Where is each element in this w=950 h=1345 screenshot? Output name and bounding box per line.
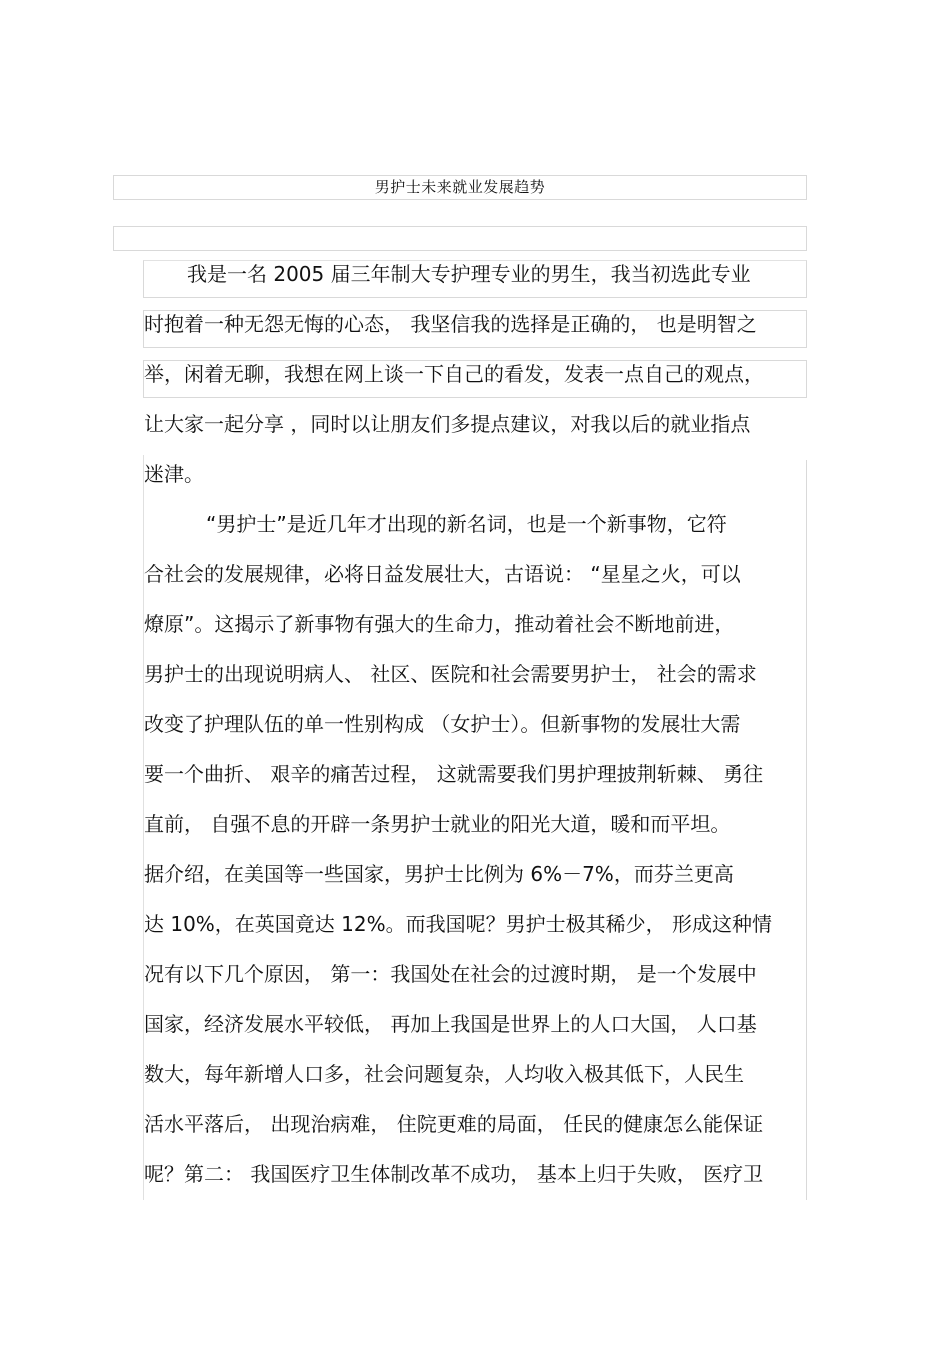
text-line: 要一个曲折、 艰辛的痛苦过程， 这就需要我们男护理披荆斩棘、 勇往 — [144, 762, 764, 786]
text-line: “男护士”是近几年才出现的新名词，也是一个新事物，它符 — [206, 512, 727, 536]
text-line: 活水平落后， 出现治病难， 住院更难的局面， 任民的健康怎么能保证 — [144, 1112, 764, 1136]
text-line: 燎原”。这揭示了新事物有强大的生命力，推动着社会不断地前进， — [144, 612, 735, 636]
text-line: 迷津。 — [144, 462, 204, 486]
text-line: 呢？第二： 我国医疗卫生体制改革不成功， 基本上归于失败， 医疗卫 — [144, 1162, 764, 1186]
text-line: 国家，经济发展水平较低， 再加上我国是世界上的人口大国， 人口基 — [144, 1012, 757, 1036]
text-line: 直前， 自强不息的开辟一条男护士就业的阳光大道，暖和而平坦。 — [144, 812, 731, 836]
text-line: 况有以下几个原因， 第一：我国处在社会的过渡时期， 是一个发展中 — [144, 962, 757, 986]
text-line: 达 10%，在英国竟达 12%。而我国呢？男护士极其稀少， 形成这种情 — [144, 912, 772, 936]
text-line: 时抱着一种无怨无悔的心态， 我坚信我的选择是正确的， 也是明智之 — [144, 312, 757, 336]
document-title: 男护士未来就业发展趋势 — [113, 175, 807, 200]
text-line: 举，闲着无聊，我想在网上谈一下自己的看发，发表一点自己的观点， — [144, 362, 764, 386]
text-line: 数大，每年新增人口多，社会问题复杂，人均收入极其低下，人民生 — [144, 1062, 744, 1086]
text-line: 男护士的出现说明病人、 社区、医院和社会需要男护士， 社会的需求 — [144, 662, 757, 686]
rule-box — [113, 226, 807, 251]
text-line: 据介绍，在美国等一些国家，男护士比例为 6%－7%，而芬兰更高 — [144, 862, 734, 886]
text-line: 合社会的发展规律，必将日益发展壮大，古语说： “星星之火，可以 — [144, 562, 741, 586]
text-line: 改变了护理队伍的单一性别构成 （女护士）。但新事物的发展壮大需 — [144, 712, 741, 736]
text-line: 让大家一起分享 ，同时以让朋友们多提点建议，对我以后的就业指点 — [144, 412, 751, 436]
text-line: 我是一名 2005 届三年制大专护理专业的男生，我当初选此专业 — [187, 262, 751, 286]
